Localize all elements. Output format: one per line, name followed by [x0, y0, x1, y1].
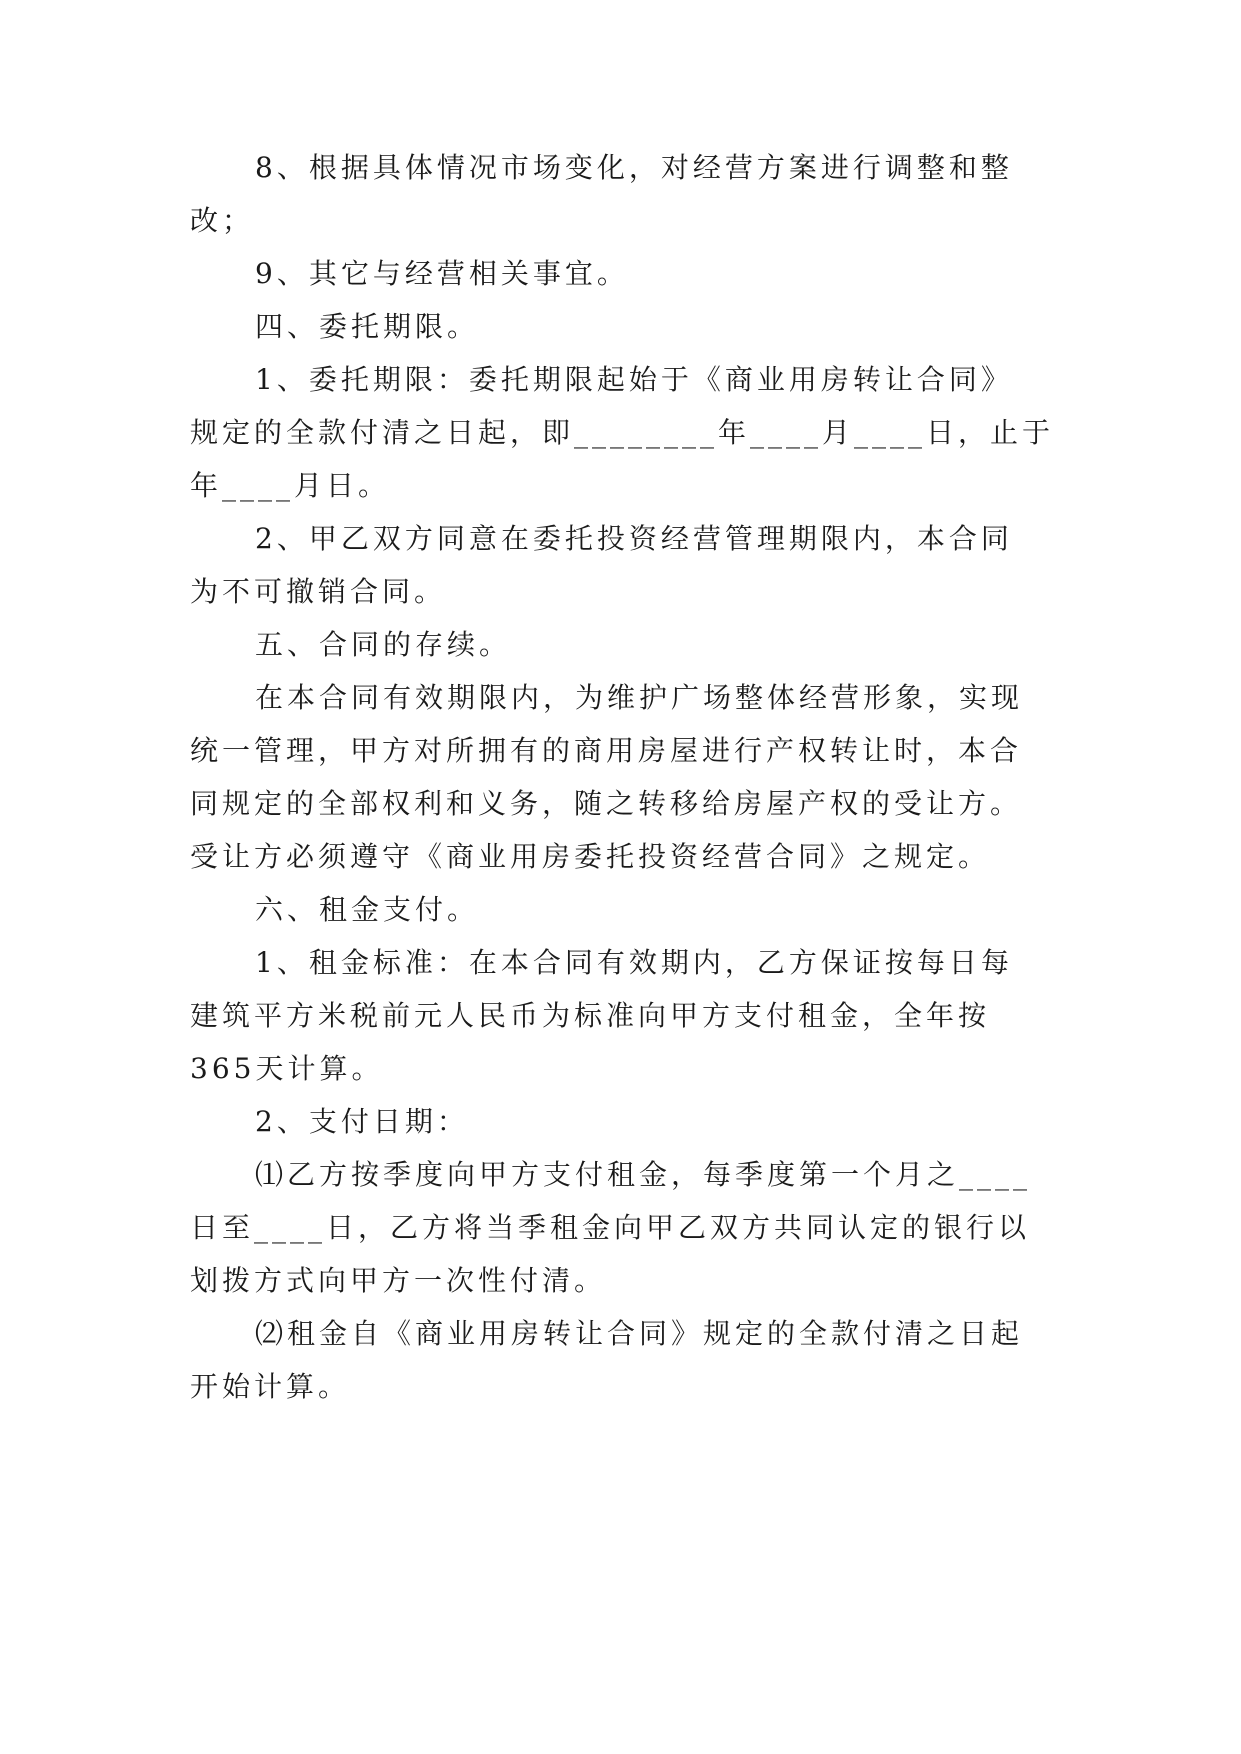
text-line: 9、其它与经营相关事宜。	[255, 257, 629, 290]
text-line: 同规定的全部权利和义务，随之转移给房屋产权的受让方。	[190, 787, 1023, 820]
text-line: 改；	[190, 204, 255, 237]
text-line: 建筑平方米税前元人民币为标准向甲方支付租金，全年按	[190, 999, 991, 1032]
text-line: 受让方必须遵守《商业用房委托投资经营合同》之规定。	[190, 840, 991, 873]
text-line: ⑵租金自《商业用房转让合同》规定的全款付清之日起	[255, 1317, 1024, 1350]
section-heading: 四、委托期限。	[255, 310, 480, 343]
text-line: 1、租金标准：在本合同有效期内，乙方保证按每日每	[255, 946, 1013, 979]
text-line: 划拨方式向甲方一次性付清。	[190, 1264, 607, 1297]
text-line: 365天计算。	[190, 1052, 384, 1085]
text-line: 1、委托期限：委托期限起始于《商业用房转让合同》	[255, 363, 1013, 396]
section-heading: 六、租金支付。	[255, 893, 480, 926]
text-line: 年____月日。	[190, 469, 391, 502]
text-line: 统一管理，甲方对所拥有的商用房屋进行产权转让时，本合	[190, 734, 1023, 767]
text-line: 开始计算。	[190, 1370, 351, 1403]
text-line: 规定的全款付清之日起，即________年____月____日，止于	[190, 416, 1055, 449]
text-line: 8、根据具体情况市场变化，对经营方案进行调整和整	[255, 151, 1013, 184]
text-line: 2、支付日期：	[255, 1105, 469, 1138]
text-line: 2、甲乙双方同意在委托投资经营管理期限内，本合同	[255, 522, 1013, 555]
text-line: 为不可撤销合同。	[190, 575, 447, 608]
section-heading: 五、合同的存续。	[255, 628, 512, 661]
text-line: ⑴乙方按季度向甲方支付租金，每季度第一个月之____	[255, 1158, 1032, 1191]
text-line: 在本合同有效期限内，为维护广场整体经营形象，实现	[255, 681, 1024, 714]
text-line: 日至____日，乙方将当季租金向甲乙双方共同认定的银行以	[190, 1211, 1031, 1244]
